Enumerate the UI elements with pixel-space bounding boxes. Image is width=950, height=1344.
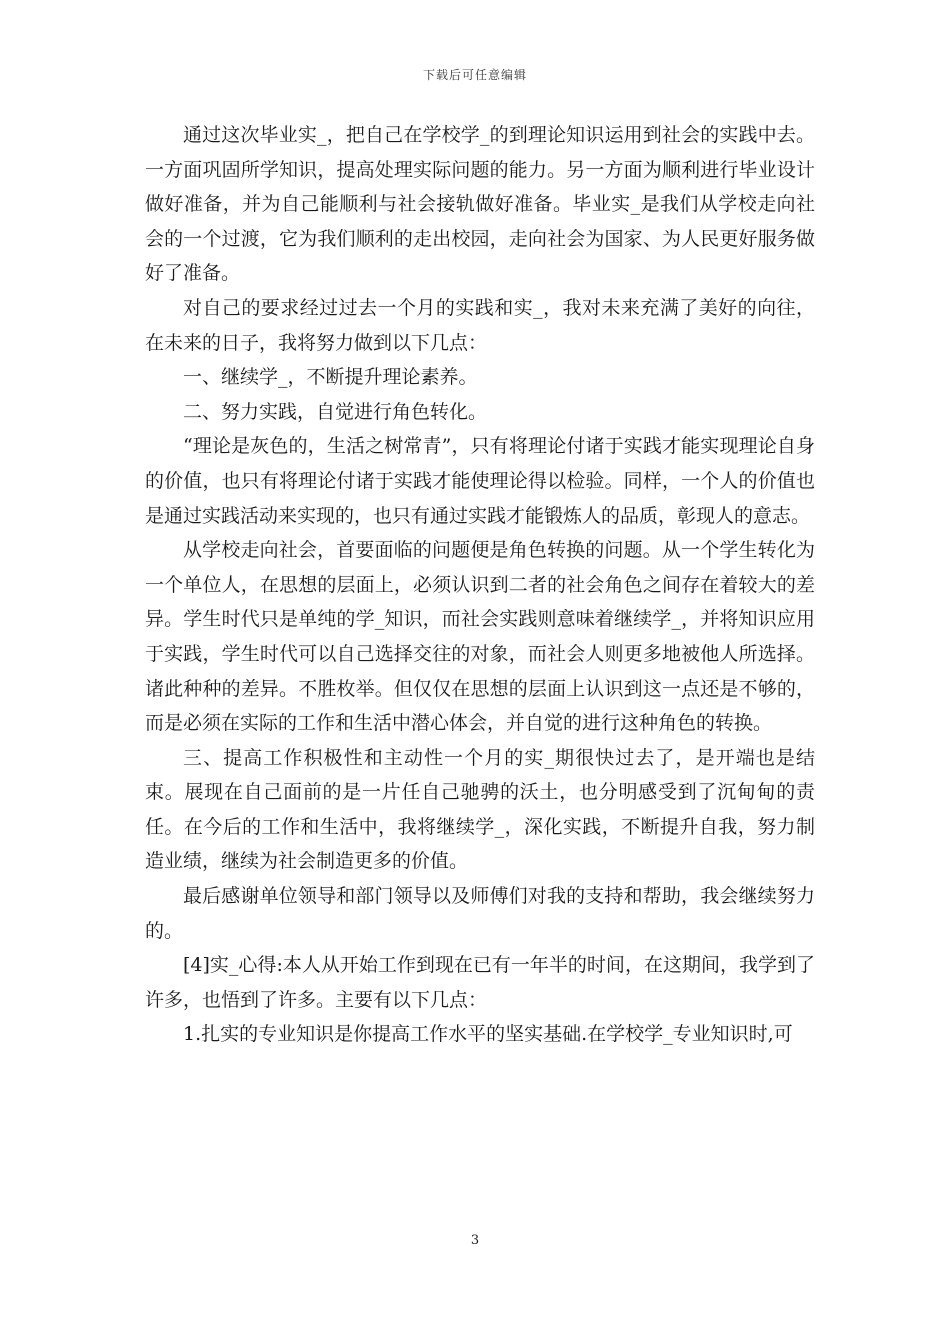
paragraph-2: 对自己的要求经过过去一个月的实践和实_，我对未来充满了美好的向往，在未来的日子，我将努力做到以下几点： xyxy=(145,296,815,354)
paragraph-10: 1.扎实的专业知识是你提高工作水平的坚实基础.在学校学_专业知识时,可 xyxy=(183,1023,793,1046)
paragraph-1: 通过这次毕业实_，把自己在学校学_的到理论知识运用到社会的实践中去。一方面巩固所学知识，提高处理实际问题的能力。另一方面为顺利进行毕业设计做好准备，并为自己能顺利与社会接轨做好准备。毕业实_是我们从学校走向社会的一个过渡，它为我们顺利的走出校园，走向社会为国家、为人民更好服务做好了准备。 xyxy=(145,124,815,285)
paragraph-9: [4]实_心得:本人从开始工作到现在已有一年半的时间，在这期间，我学到了许多，也悟到了许多。主要有以下几点： xyxy=(145,954,815,1011)
page-header: 下载后可任意编辑 xyxy=(422,68,527,82)
paragraph-3: 一、继续学_，不断提升理论素养。 xyxy=(183,366,478,389)
paragraph-8: 最后感谢单位领导和部门领导以及师傅们对我的支持和帮助，我会继续努力的。 xyxy=(145,885,815,942)
document-body xyxy=(145,118,815,1052)
paragraph-7: 三、提高工作积极性和主动性一个月的实_期很快过去了，是开端也是结束。展现在自己面前的是一片任自己驰骋的沃土，也分明感受到了沉甸甸的责任。在今后的工作和生活中，我将继续学_，深化实践，不断提升自我，努力制造业绩，继续为社会制造更多的价值。 xyxy=(145,746,815,873)
paragraph-4: 二、努力实践，自觉进行角色转化。 xyxy=(183,400,488,423)
paragraph-5: “理论是灰色的，生活之树常青”，只有将理论付诸于实践才能实现理论自身的价值，也只有将理论付诸于实践才能使理论得以检验。同样，一个人的价值也是通过实践活动来实现的，也只有通过实践才能锻炼人的品质，彰现人的意志。 xyxy=(145,435,815,527)
page-number: 3 xyxy=(470,1233,480,1248)
paragraph-6: 从学校走向社会，首要面临的问题便是角色转换的问题。从一个学生转化为一个单位人，在思想的层面上，必须认识到二者的社会角色之间存在着较大的差异。学生时代只是单纯的学_知识，而社会实践则意味着继续学_，并将知识应用于实践，学生时代可以自己选择交往的对象，而社会人则更多地被他人所选择。诸此种种的差异。不胜枚举。但仅仅在思想的层面上认识到这一点还是不够的，而是必须在实际的工作和生活中潜心体会，并自觉的进行这种角色的转换。 xyxy=(145,539,815,735)
